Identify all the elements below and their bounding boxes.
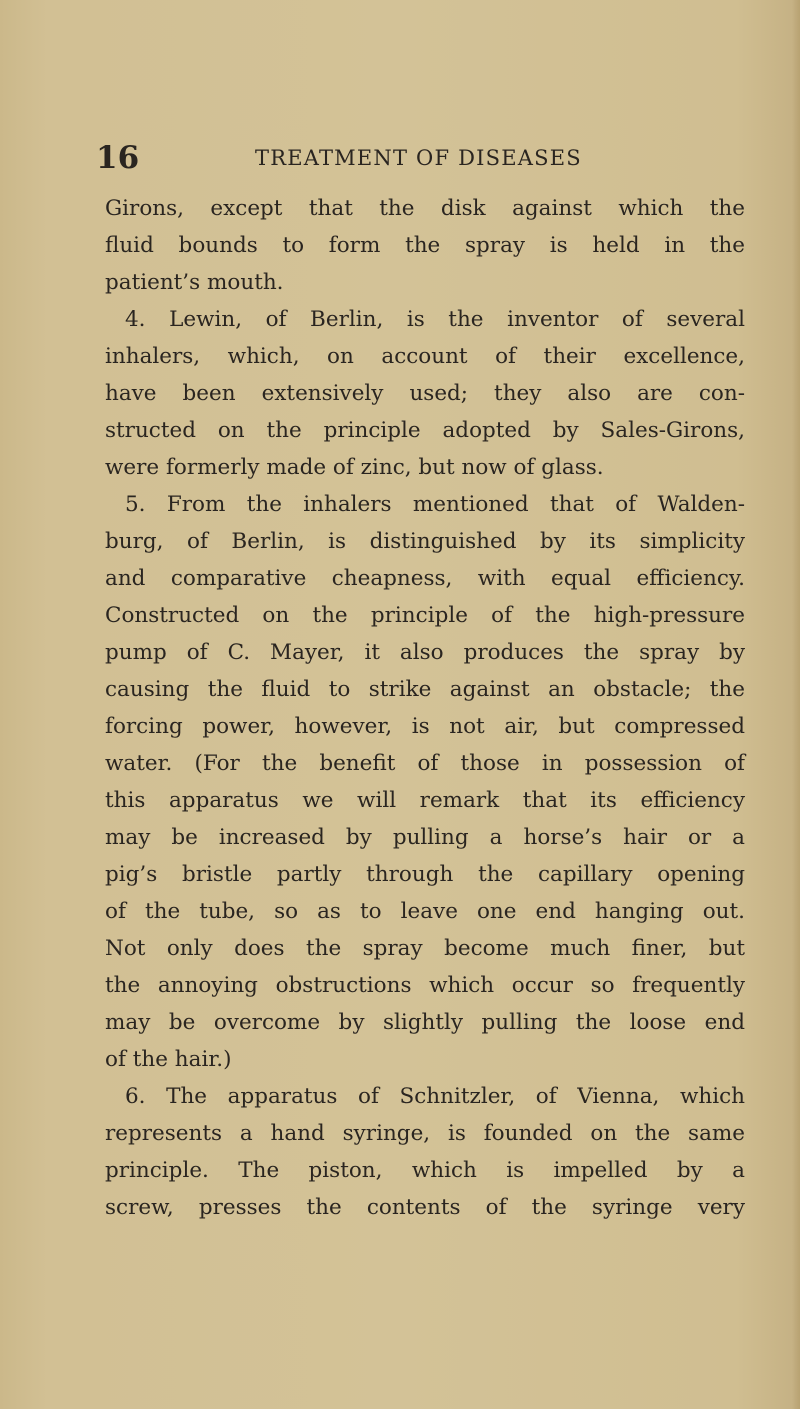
text-line: screw, presses the contents of the syringe very <box>105 1195 745 1220</box>
text-line: structed on the principle adopted by Sales-Girons, <box>105 418 745 443</box>
text-line: were formerly made of zinc, but now of glass. <box>105 455 604 480</box>
text-line: the annoying obstructions which occur so frequently <box>105 973 745 998</box>
text-line: represents a hand syringe, is founded on the same <box>105 1121 745 1146</box>
running-header <box>96 140 736 180</box>
text-line: may be overcome by slightly pulling the loose end <box>105 1010 745 1035</box>
text-line: 6. The apparatus of Schnitzler, of Vienna, which <box>125 1084 745 1109</box>
text-line: have been extensively used; they also are con- <box>105 381 745 406</box>
text-line: 5. From the inhalers mentioned that of Walden- <box>125 492 745 517</box>
text-line: patient’s mouth. <box>105 270 284 295</box>
page-edge-shadow <box>792 0 800 1409</box>
text-line: causing the fluid to strike against an obstacle; the <box>105 677 745 702</box>
text-line: of the hair.) <box>105 1047 232 1072</box>
text-line: pig’s bristle partly through the capillary opening <box>105 862 745 887</box>
text-line: Not only does the spray become much finer, but <box>105 936 745 961</box>
text-line: pump of C. Mayer, it also produces the spray by <box>105 640 745 665</box>
text-line: Constructed on the principle of the high-pressure <box>105 603 745 628</box>
text-line: forcing power, however, is not air, but compressed <box>105 714 745 739</box>
text-line: principle. The piston, which is impelled by a <box>105 1158 745 1183</box>
body-text <box>105 190 745 1226</box>
text-line: and comparative cheapness, with equal efficiency. <box>105 566 745 591</box>
text-line: this apparatus we will remark that its efficiency <box>105 788 745 813</box>
text-line: burg, of Berlin, is distinguished by its simplicity <box>105 529 745 554</box>
text-line: 4. Lewin, of Berlin, is the inventor of several <box>125 307 745 332</box>
text-line: may be increased by pulling a horse’s hair or a <box>105 825 745 850</box>
running-title: TREATMENT OF DISEASES <box>255 146 582 170</box>
text-line: Girons, except that the disk against which the <box>105 196 745 221</box>
text-line: of the tube, so as to leave one end hanging out. <box>105 899 745 924</box>
text-line: inhalers, which, on account of their excellence, <box>105 344 745 369</box>
text-line: fluid bounds to form the spray is held in the <box>105 233 745 258</box>
text-line: water. (For the benefit of those in possession of <box>105 751 745 776</box>
page-number: 16 <box>96 140 140 176</box>
